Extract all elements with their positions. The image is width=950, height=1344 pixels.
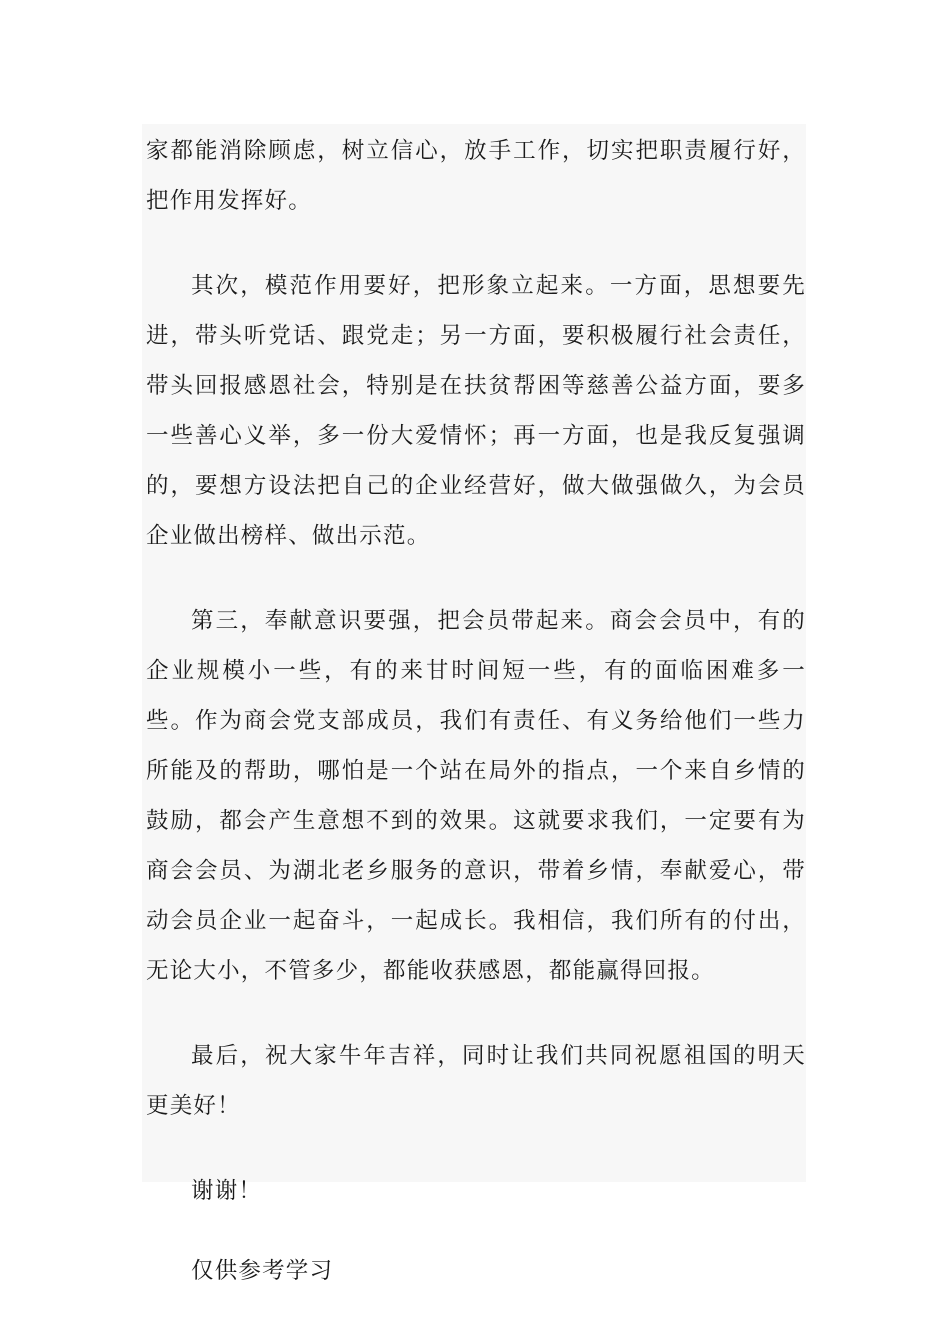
paragraph-continuation: 家都能消除顾虑，树立信心，放手工作，切实把职责履行好，把作用发挥好。: [146, 138, 806, 214]
paragraph-dedication: 第三，奉献意识要强，把会员带起来。商会会员中，有的企业规模小一些，有的来甘时间短一些，有的面临困难多一些。作为商会党支部成员，我们有责任、有义务给他们一些力所能及的帮助，哪怕是一个站在局外的指点，一个来自乡情的鼓励，都会产生意想不到的效果。这就要求我们，一定要有为商会会员、为湖北老乡服务的意识，带着乡情，奉献爱心，带动会员企业一起奋斗，一起成长。我相信，我们所有的付出，无论大小，不管多少，都能收获感恩，都能赢得回报。: [146, 608, 806, 984]
paragraph-thanks: 谢谢！: [191, 1178, 263, 1204]
paragraph-model-role: 其次，模范作用要好，把形象立起来。一方面，思想要先进，带头听党话、跟党走；另一方面，要积极履行社会责任，带头回报感恩社会，特别是在扶贫帮困等慈善公益方面，要多一些善心义举，多一份大爱情怀；再一方面，也是我反复强调的，要想方设法把自己的企业经营好，做大做强做久，为会员企业做出榜样、做出示范。: [146, 273, 806, 549]
document-body: [146, 126, 806, 1296]
paragraph-reference-note: 仅供参考学习: [191, 1258, 334, 1284]
paragraph-closing-wishes: 最后，祝大家牛年吉祥，同时让我们共同祝愿祖国的明天更美好！: [146, 1043, 806, 1119]
